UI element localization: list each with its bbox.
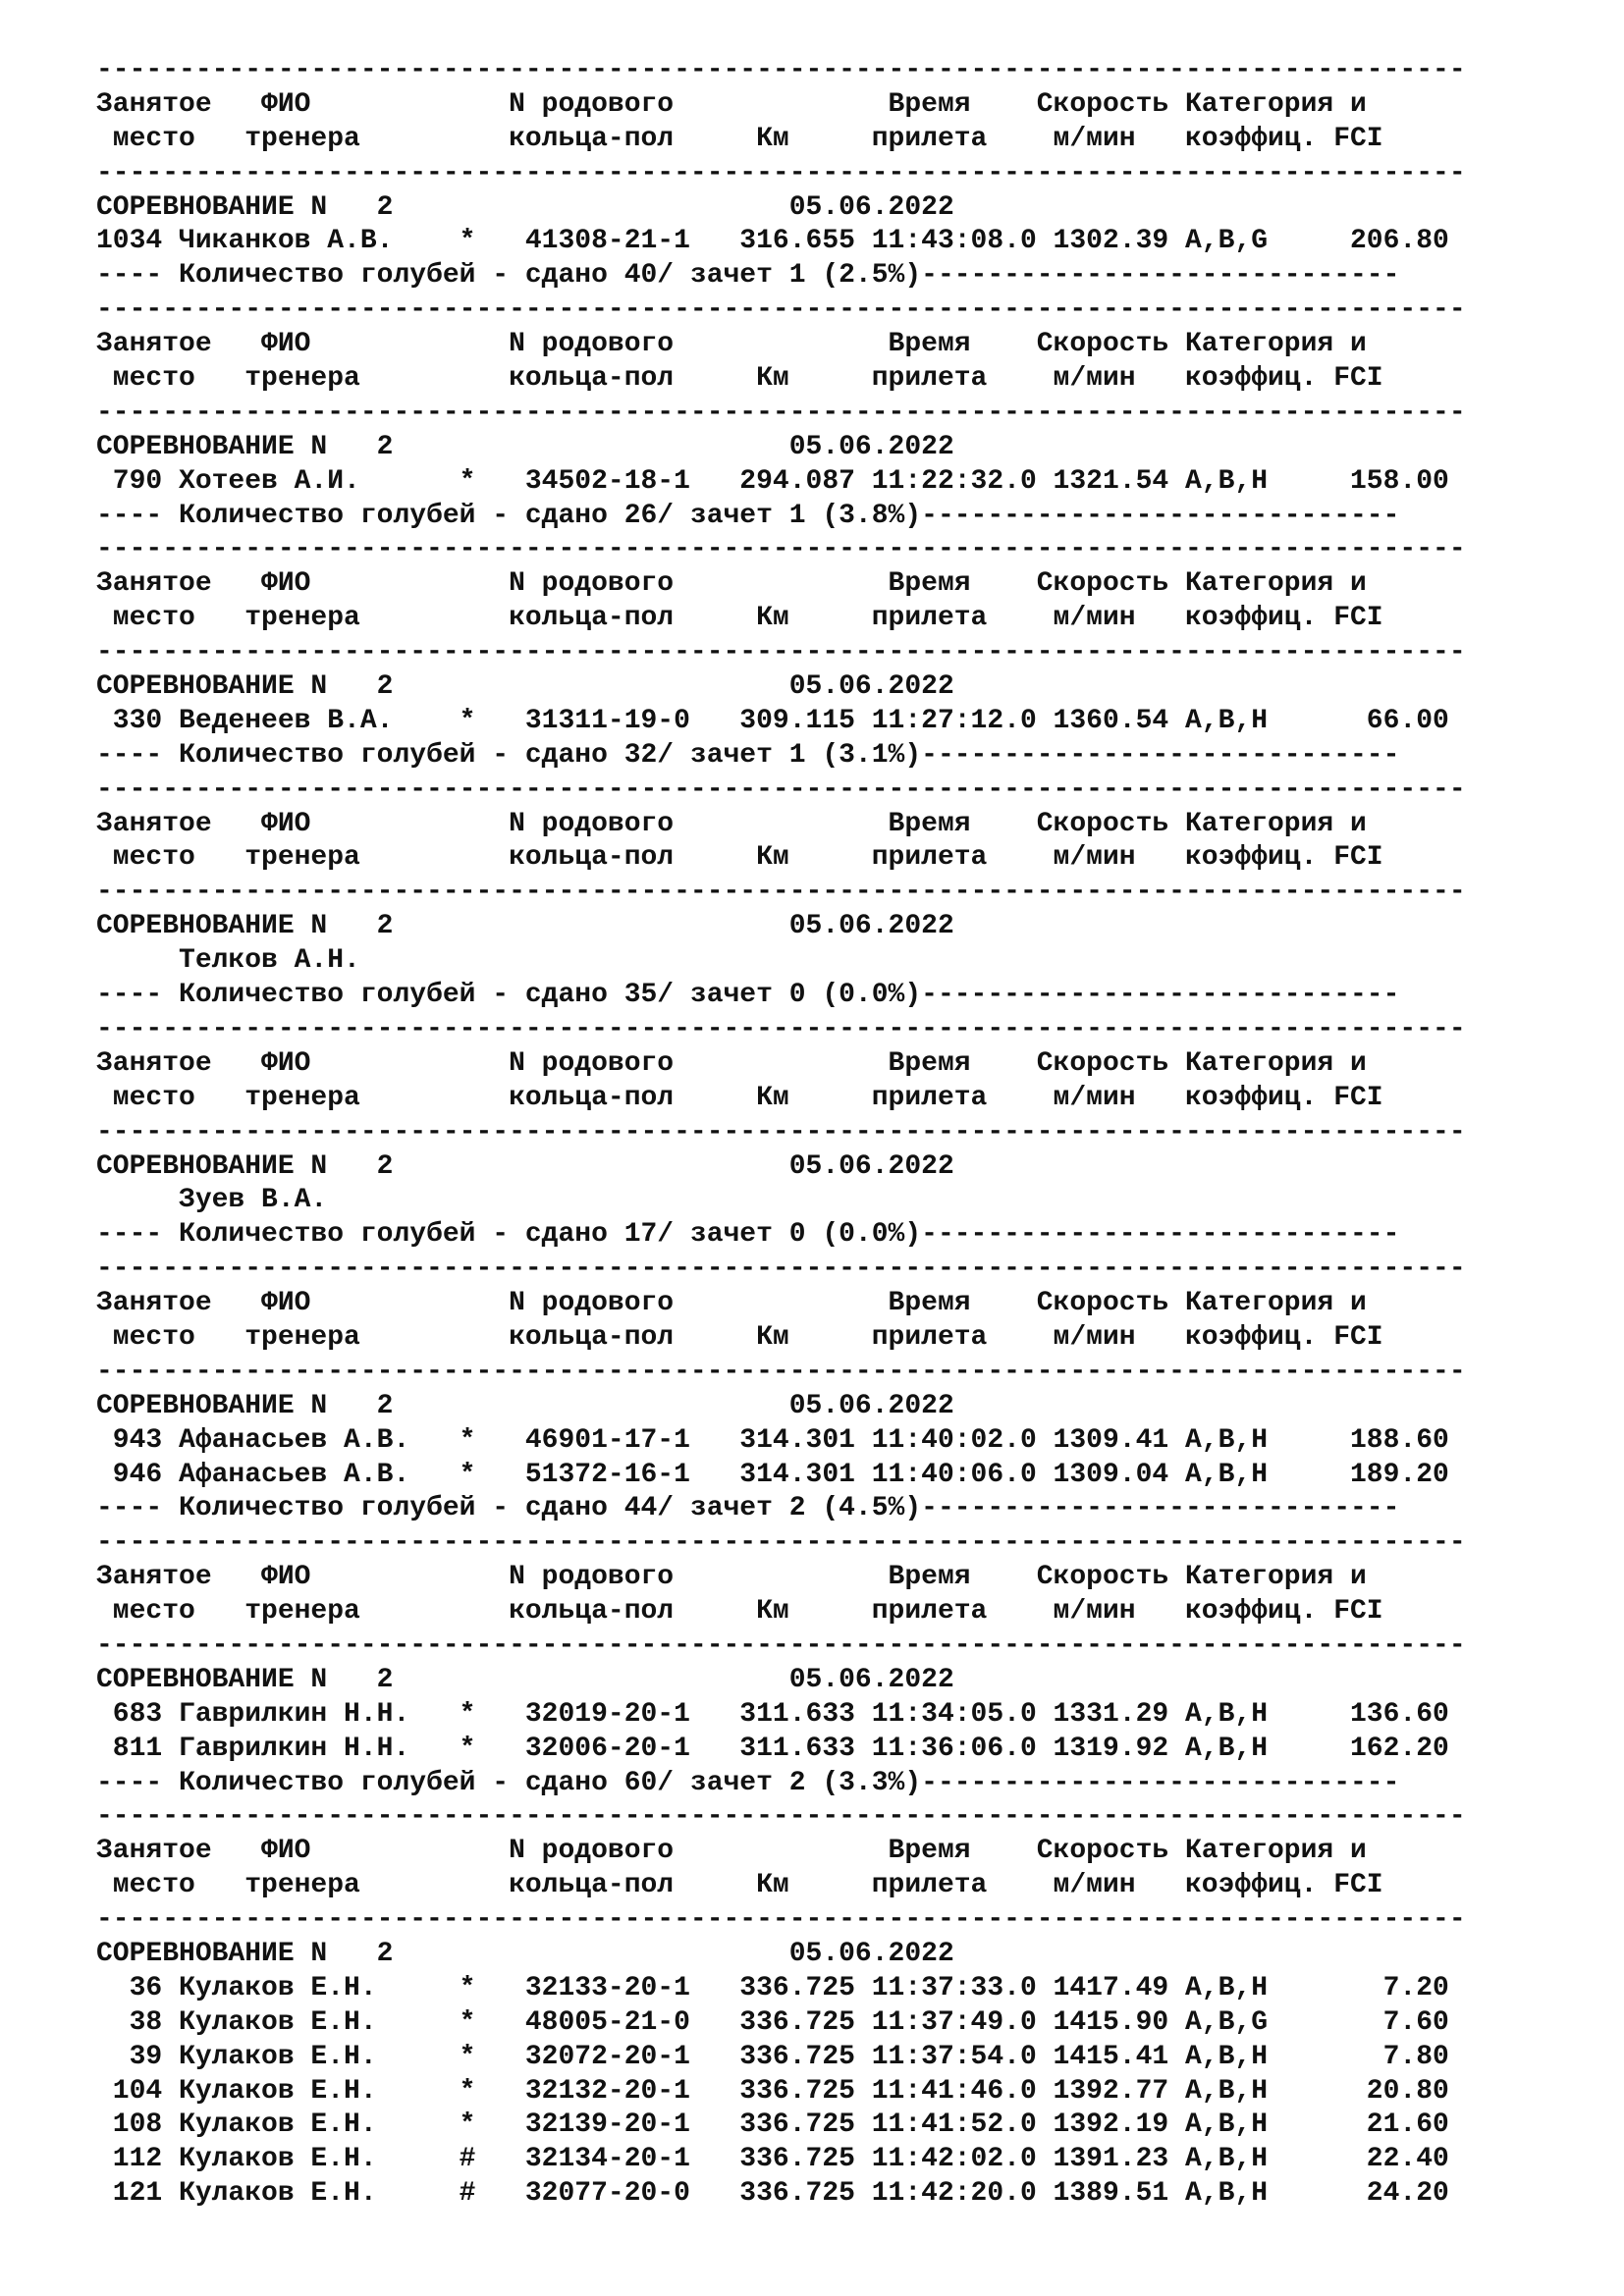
column-header-line-1: Занятое ФИО N родового Время Скорость Категория и [96,1562,1367,1593]
result-row: 1034 Чиканков А.В. * 41308-21-1 316.655 11:43:08.0 1302.39 A,B,G 206.80 [96,226,1449,257]
column-header-line-1: Занятое ФИО N родового Время Скорость Категория и [96,568,1367,600]
result-row: 112 Кулаков Е.Н. # 32134-20-1 336.725 11:42:02.0 1391.23 A,B,H 22.40 [96,2144,1449,2175]
competition-block [96,1287,1569,1561]
section-rule: ----------------------------------------------------------------------------------- [96,1527,1466,1559]
section-rule: ----------------------------------------------------------------------------------- [96,534,1466,565]
pigeon-count-summary: ---- Количество голубей - сдано 17/ зачет 0 (0.0%)----------------------------- [96,1219,1400,1251]
column-header-line-2: место тренера кольца-пол Км прилета м/мин коэффиц. FCI [96,123,1383,154]
result-row: 108 Кулаков Е.Н. * 32139-20-1 336.725 11:41:52.0 1392.19 A,B,H 21.60 [96,2109,1449,2141]
pigeon-count-summary: ---- Количество голубей - сдано 40/ зачет 1 (2.5%)----------------------------- [96,260,1400,292]
competition-block [96,88,1569,328]
pigeon-count-summary: ---- Количество голубей - сдано 35/ зачет 0 (0.0%)----------------------------- [96,980,1400,1011]
result-row: Телков А.Н. [96,945,360,977]
header-rule: ----------------------------------------------------------------------------------- [96,397,1466,428]
result-row: 683 Гаврилкин Н.Н. * 32019-20-1 311.633 11:34:05.0 1331.29 A,B,H 136.60 [96,1698,1449,1730]
section-rule: ----------------------------------------------------------------------------------- [96,1801,1466,1833]
result-row: 104 Кулаков Е.Н. * 32132-20-1 336.725 11:41:46.0 1392.77 A,B,H 20.80 [96,2075,1449,2107]
competition-block [96,1561,1569,1835]
result-row: Зуев В.А. [96,1185,328,1216]
column-header-line-1: Занятое ФИО N родового Время Скорость Категория и [96,1047,1367,1079]
column-header-line-2: место тренера кольца-пол Км прилета м/мин коэффиц. FCI [96,1596,1383,1628]
column-header-line-2: место тренера кольца-пол Км прилета м/мин коэффиц. FCI [96,363,1383,395]
header-rule: ----------------------------------------------------------------------------------- [96,1356,1466,1387]
section-rule: ----------------------------------------------------------------------------------- [96,1254,1466,1285]
column-header-line-1: Занятое ФИО N родового Время Скорость Категория и [96,88,1367,120]
competition-title: СОРЕВНОВАНИЕ N 2 05.06.2022 [96,671,954,703]
competition-block [96,1835,1569,2212]
competition-title: СОРЕВНОВАНИЕ N 2 05.06.2022 [96,1390,954,1421]
column-header-line-1: Занятое ФИО N родового Время Скорость Категория и [96,1288,1367,1319]
column-header-line-1: Занятое ФИО N родового Время Скорость Категория и [96,1836,1367,1867]
pigeon-count-summary: ---- Количество голубей - сдано 60/ зачет 2 (3.3%)----------------------------- [96,1767,1400,1798]
header-rule: ----------------------------------------------------------------------------------- [96,1629,1466,1661]
competition-block [96,808,1569,1047]
header-rule: ----------------------------------------------------------------------------------- [96,1904,1466,1936]
result-row: 790 Хотеев А.И. * 34502-18-1 294.087 11:22:32.0 1321.54 A,B,H 158.00 [96,465,1449,497]
competition-title: СОРЕВНОВАНИЕ N 2 05.06.2022 [96,1938,954,1969]
competition-title: СОРЕВНОВАНИЕ N 2 05.06.2022 [96,191,954,223]
column-header-line-2: место тренера кольца-пол Км прилета м/мин коэффиц. FCI [96,603,1383,634]
result-row: 811 Гаврилкин Н.Н. * 32006-20-1 311.633 11:36:06.0 1319.92 A,B,H 162.20 [96,1733,1449,1764]
report-page [96,54,1569,2212]
competition-title: СОРЕВНОВАНИЕ N 2 05.06.2022 [96,1664,954,1695]
pigeon-count-summary: ---- Количество голубей - сдано 26/ зачет 1 (3.8%)----------------------------- [96,500,1400,531]
result-row: 946 Афанасьев А.В. * 51372-16-1 314.301 11:40:06.0 1309.04 A,B,H 189.20 [96,1459,1449,1490]
competition-title: СОРЕВНОВАНИЕ N 2 05.06.2022 [96,911,954,942]
section-rule: ----------------------------------------------------------------------------------- [96,774,1466,805]
header-rule: ----------------------------------------------------------------------------------- [96,157,1466,188]
competition-block [96,328,1569,567]
competition-title: СОРЕВНОВАНИЕ N 2 05.06.2022 [96,1150,954,1182]
header-rule: ----------------------------------------------------------------------------------- [96,637,1466,668]
result-row: 36 Кулаков Е.Н. * 32133-20-1 336.725 11:37:33.0 1417.49 A,B,H 7.20 [96,1972,1449,2003]
column-header-line-2: место тренера кольца-пол Км прилета м/мин коэффиц. FCI [96,1870,1383,1901]
section-rule: ----------------------------------------------------------------------------------- [96,294,1466,326]
result-row: 330 Веденеев В.А. * 31311-19-0 309.115 11:27:12.0 1360.54 A,B,H 66.00 [96,705,1449,736]
competition-block [96,567,1569,807]
competition-block [96,1047,1569,1287]
result-row: 39 Кулаков Е.Н. * 32072-20-1 336.725 11:37:54.0 1415.41 A,B,H 7.80 [96,2041,1449,2072]
column-header-line-2: место тренера кольца-пол Км прилета м/мин коэффиц. FCI [96,842,1383,874]
competition-sections [96,88,1569,2212]
competition-title: СОРЕВНОВАНИЕ N 2 05.06.2022 [96,431,954,462]
result-row: 38 Кулаков Е.Н. * 48005-21-0 336.725 11:37:49.0 1415.90 A,B,G 7.60 [96,2006,1449,2038]
column-header-line-2: место тренера кольца-пол Км прилета м/мин коэффиц. FCI [96,1082,1383,1113]
header-rule: ----------------------------------------------------------------------------------- [96,1116,1466,1148]
header-rule: ----------------------------------------------------------------------------------- [96,877,1466,908]
section-rule: ----------------------------------------------------------------------------------- [96,1013,1466,1044]
column-header-line-1: Занятое ФИО N родового Время Скорость Категория и [96,329,1367,360]
column-header-line-1: Занятое ФИО N родового Время Скорость Категория и [96,808,1367,839]
result-row: 943 Афанасьев А.В. * 46901-17-1 314.301 11:40:02.0 1309.41 A,B,H 188.60 [96,1424,1449,1456]
top-rule: ----------------------------------------------------------------------------------- [96,55,1466,85]
pigeon-count-summary: ---- Количество голубей - сдано 44/ зачет 2 (4.5%)----------------------------- [96,1493,1400,1524]
column-header-line-2: место тренера кольца-пол Км прилета м/мин коэффиц. FCI [96,1321,1383,1353]
result-row: 121 Кулаков Е.Н. # 32077-20-0 336.725 11:42:20.0 1389.51 A,B,H 24.20 [96,2178,1449,2210]
pigeon-count-summary: ---- Количество голубей - сдано 32/ зачет 1 (3.1%)----------------------------- [96,739,1400,771]
